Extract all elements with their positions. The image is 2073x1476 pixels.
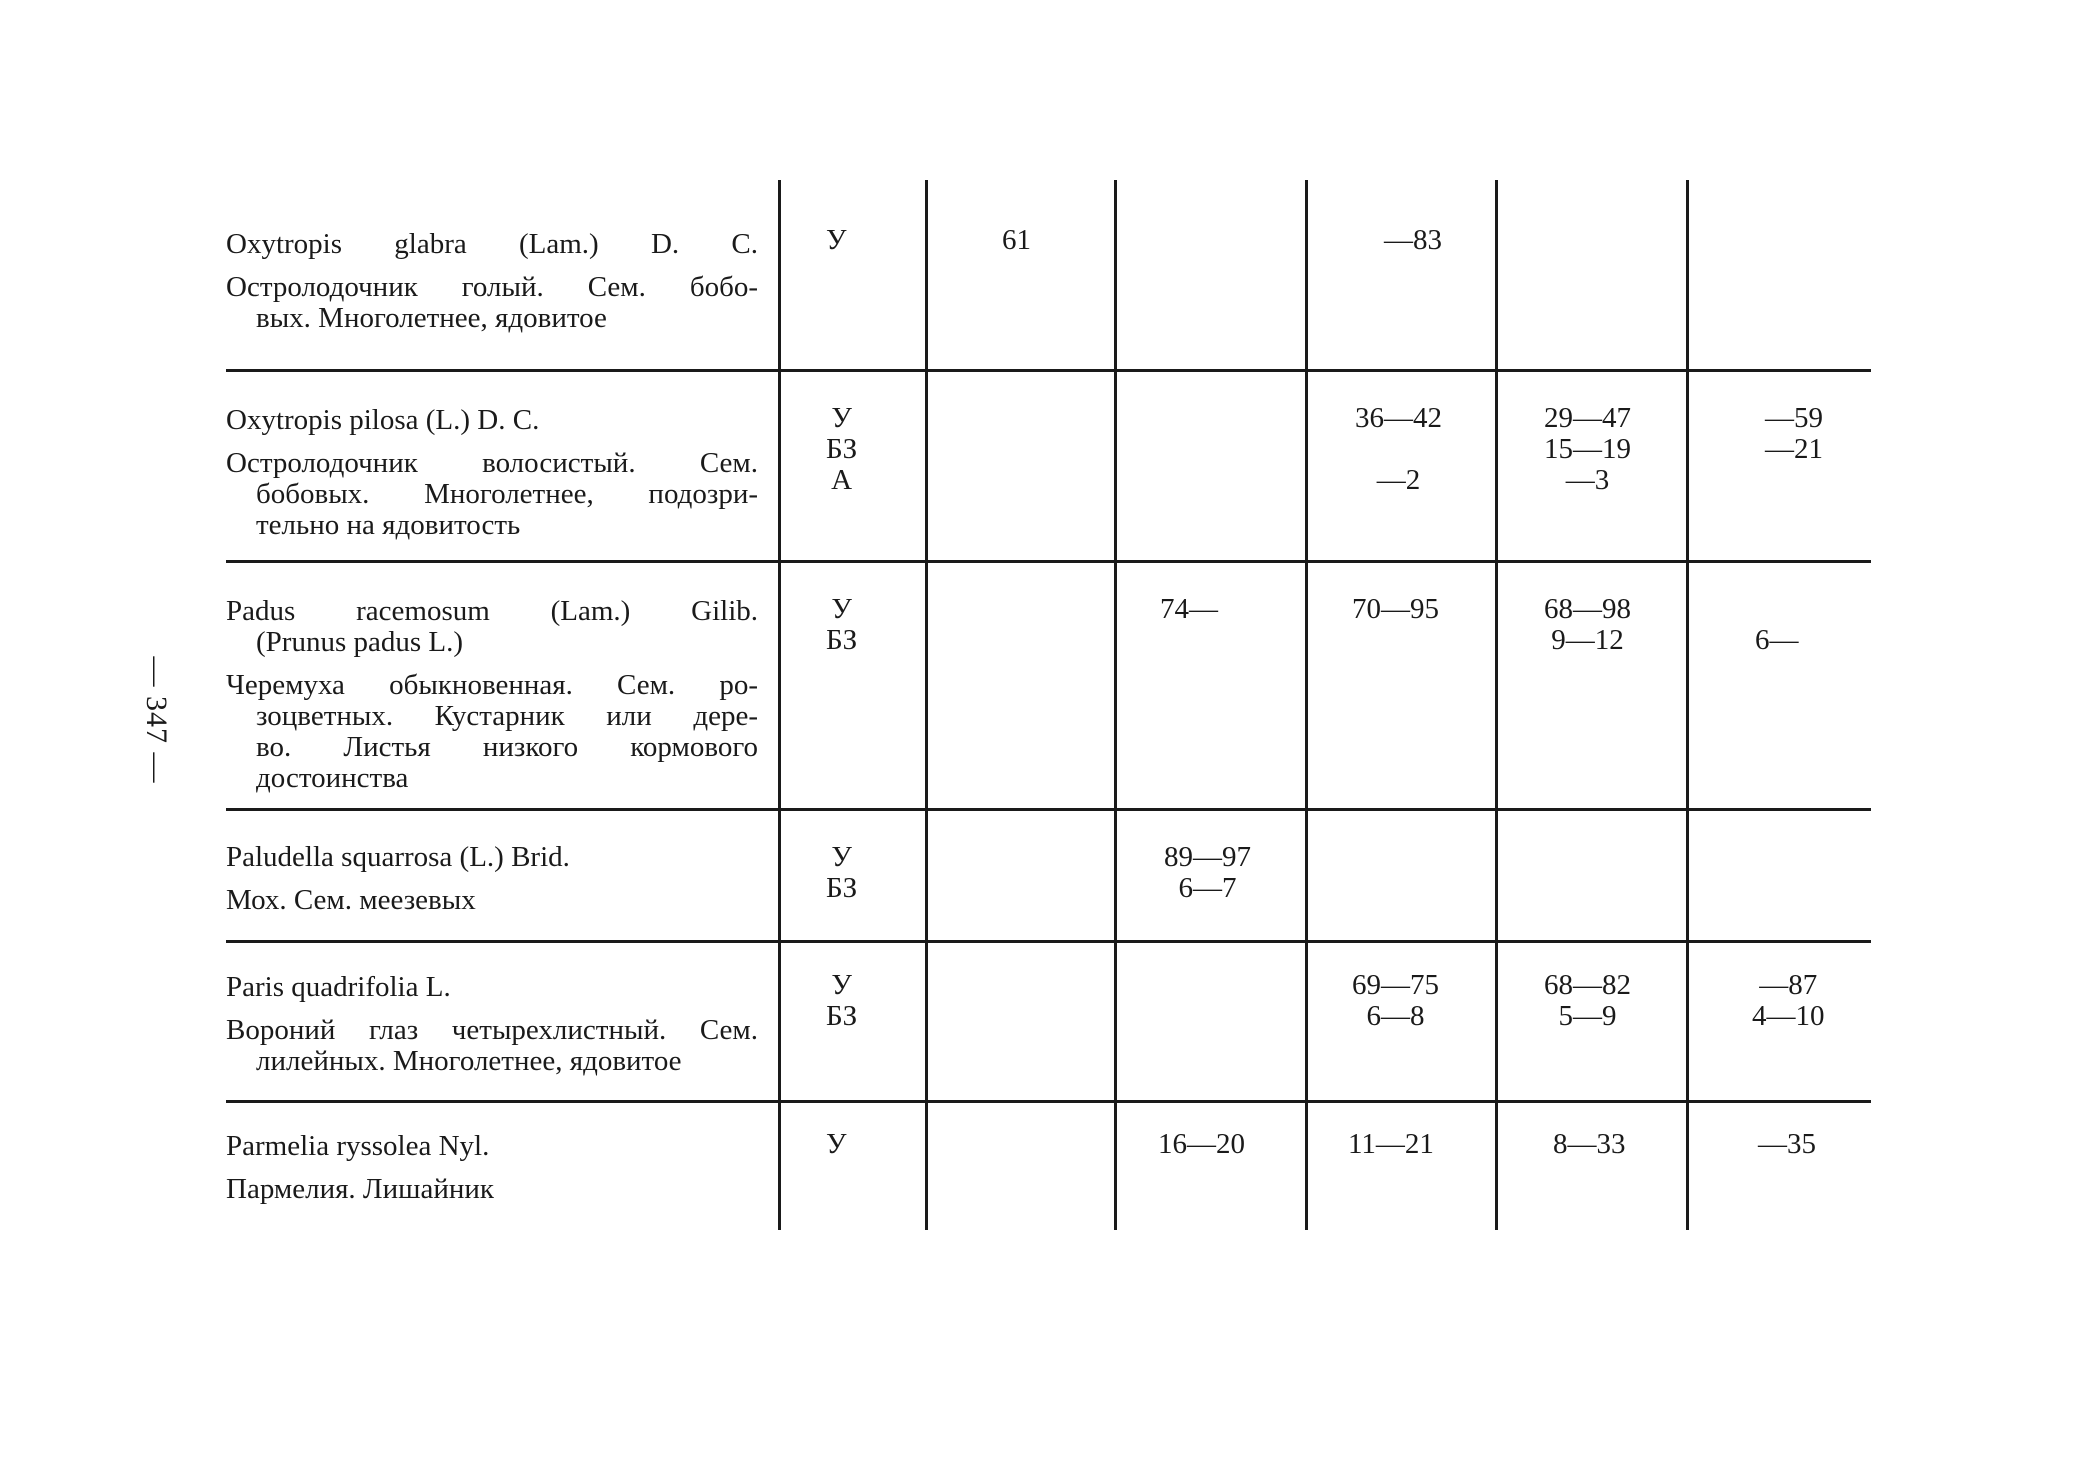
description-line: тельно на ядовитость	[256, 509, 521, 541]
cell-value: У БЗ	[826, 969, 858, 1032]
species-description	[226, 885, 758, 916]
description-line: Черемуха обыкновенная. Сем. ро-	[226, 669, 758, 701]
cell-value: 61	[1002, 224, 1031, 256]
table-row	[226, 229, 758, 334]
row-divider	[226, 1100, 1871, 1103]
row-divider	[226, 560, 1871, 563]
species-description	[226, 1174, 758, 1205]
cell-value: У БЗ А	[826, 402, 858, 496]
description-line: Вороний глаз четырехлистный. Сем.	[226, 1014, 758, 1046]
species-latin-name: Oxytropis pilosa (L.) D. C.	[226, 404, 540, 436]
description-line: во. Листья низкого кормового	[256, 731, 758, 763]
column-divider	[925, 180, 928, 1230]
species-latin-name: Parmelia ryssolea Nyl.	[226, 1130, 490, 1162]
species-description	[226, 670, 758, 794]
cell-value: У	[826, 224, 847, 256]
description-line: достоинства	[256, 762, 409, 794]
description-line: лилейных. Многолетнее, ядовитое	[256, 1045, 682, 1077]
description-line: Мох. Сем. меезевых	[226, 884, 476, 916]
cell-value: —83	[1384, 224, 1442, 256]
species-latin-name: Paris quadrifolia L.	[226, 971, 451, 1003]
cell-value: 29—47 15—19 —3	[1544, 402, 1631, 496]
cell-value: 11—21	[1348, 1128, 1434, 1160]
description-line: Пармелия. Лишайник	[226, 1173, 494, 1205]
cell-value: 8—33	[1553, 1128, 1626, 1160]
cell-value: 68—82 5—9	[1544, 969, 1631, 1032]
column-divider	[1114, 180, 1117, 1230]
column-divider	[778, 180, 781, 1230]
description-line: вых. Многолетнее, ядовитое	[256, 302, 607, 334]
table-row	[226, 596, 758, 794]
species-latin-name: Padus racemosum (Lam.) Gilib.	[226, 595, 758, 627]
species-description	[226, 448, 758, 541]
row-divider	[226, 940, 1871, 943]
description-line: Остролодочник голый. Сем. бобо-	[226, 271, 758, 303]
cell-value: —87 4—10	[1752, 969, 1825, 1032]
column-divider	[1495, 180, 1498, 1230]
species-latin-name: Oxytropis glabra (Lam.) D. C.	[226, 228, 758, 260]
description-line: Остролодочник волосистый. Сем.	[226, 447, 758, 479]
column-divider	[1305, 180, 1308, 1230]
cell-value: У БЗ	[826, 841, 858, 904]
cell-value: 89—97 6—7	[1164, 841, 1251, 904]
cell-value: 70—95	[1352, 593, 1439, 625]
column-divider	[1686, 180, 1689, 1230]
table-row	[226, 842, 758, 916]
page-number: — 347 —	[140, 656, 173, 784]
row-divider	[226, 808, 1871, 811]
description-line: зоцветных. Кустарник или дере-	[256, 700, 758, 732]
species-synonym: (Prunus padus L.)	[256, 626, 464, 658]
table-row	[226, 1131, 758, 1205]
cell-value: У	[826, 1128, 847, 1160]
species-latin-name: Paludella squarrosa (L.) Brid.	[226, 841, 570, 873]
cell-value: 36—42 —2	[1355, 402, 1442, 496]
species-description	[226, 272, 758, 334]
description-line: бобовых. Многолетнее, подозри-	[256, 478, 758, 510]
cell-value: 74—	[1160, 593, 1218, 625]
cell-value: 68—98 9—12	[1544, 593, 1631, 656]
cell-value: У БЗ	[826, 593, 858, 656]
cell-value: —35	[1758, 1128, 1816, 1160]
table-row	[226, 972, 758, 1077]
cell-value: 69—75 6—8	[1352, 969, 1439, 1032]
species-description	[226, 1015, 758, 1077]
row-divider	[226, 369, 1871, 372]
table-row	[226, 405, 758, 541]
cell-value: —59 —21	[1765, 402, 1823, 465]
cell-value: 6—	[1755, 624, 1799, 656]
cell-value: 16—20	[1158, 1128, 1245, 1160]
